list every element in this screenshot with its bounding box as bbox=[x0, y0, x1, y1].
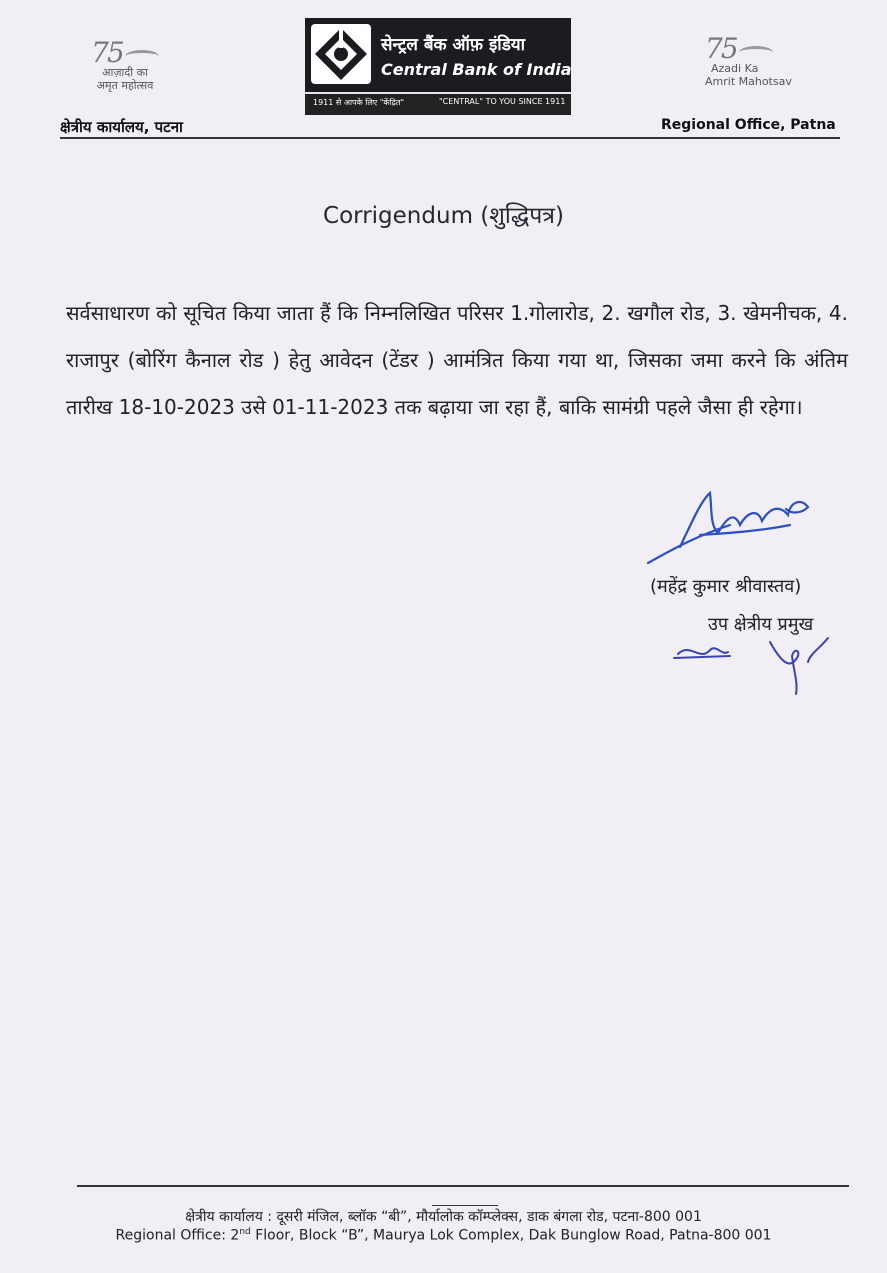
corrigendum-body: सर्वसाधारण को सूचित किया जाता हैं कि निम्नलिखित परिसर 1.गोलारोड, 2. खगौल रोड, 3. खेमनीचक, 4. राजापुर (बोरिंग कैनाल रोड ) हेतु आवेदन (टेंडर ) आमंत्रित किया गया था, जिसका जमा करने कि अंतिम तारीख 18-10-2023 उसे 01-11-2023 तक बढ़ाया जा रहा हैं, बाकि सामंग्री पहले जैसा ही रहेगा। bbox=[66, 301, 848, 419]
signatory-designation: उप क्षेत्रीय प्रमुख bbox=[708, 614, 814, 635]
header-divider bbox=[60, 137, 840, 139]
bank-name-hindi: सेन्ट्रल बैंक ऑफ़ इंडिया bbox=[381, 35, 526, 55]
initials-mark bbox=[670, 632, 850, 702]
signatory-name: (महेंद्र कुमार श्रीवास्तव) bbox=[650, 576, 802, 597]
azadi-ka-amrit-mahotsav-logo-english: 75 Azadi Ka Amrit Mahotsav bbox=[705, 32, 792, 88]
office-label-english: Regional Office, Patna bbox=[661, 117, 836, 133]
azadi-ka-amrit-mahotsav-logo-hindi: 75 आज़ादी का अमृत महोत्सव bbox=[70, 40, 180, 92]
tagline-hindi: 1911 से आपके लिए "केंद्रित" bbox=[313, 98, 405, 107]
page-title: Corrigendum (शुद्धिपत्र) bbox=[323, 203, 564, 229]
office-label-hindi: क्षेत्रीय कार्यालय, पटना bbox=[60, 118, 183, 136]
central-bank-logo bbox=[305, 18, 571, 113]
bank-name-english: Central Bank of India bbox=[381, 60, 572, 79]
signature-mark bbox=[640, 485, 820, 575]
footer-address-hindi: क्षेत्रीय कार्यालय : दूसरी मंजिल, ब्लॉक “बी”, मौर्यालोक कॉम्प्लेक्स, डाक बंगला रोड, पटना-800 001 bbox=[185, 1209, 702, 1225]
tagline-english: "CENTRAL" TO YOU SINCE 1911 bbox=[439, 97, 566, 106]
footer-divider bbox=[77, 1185, 849, 1187]
bank-emblem-icon bbox=[311, 24, 371, 84]
footer-address-english: Regional Office: 2nd Floor, Block “B”, Maurya Lok Complex, Dak Bunglow Road, Patna-800 001 bbox=[115, 1227, 772, 1244]
